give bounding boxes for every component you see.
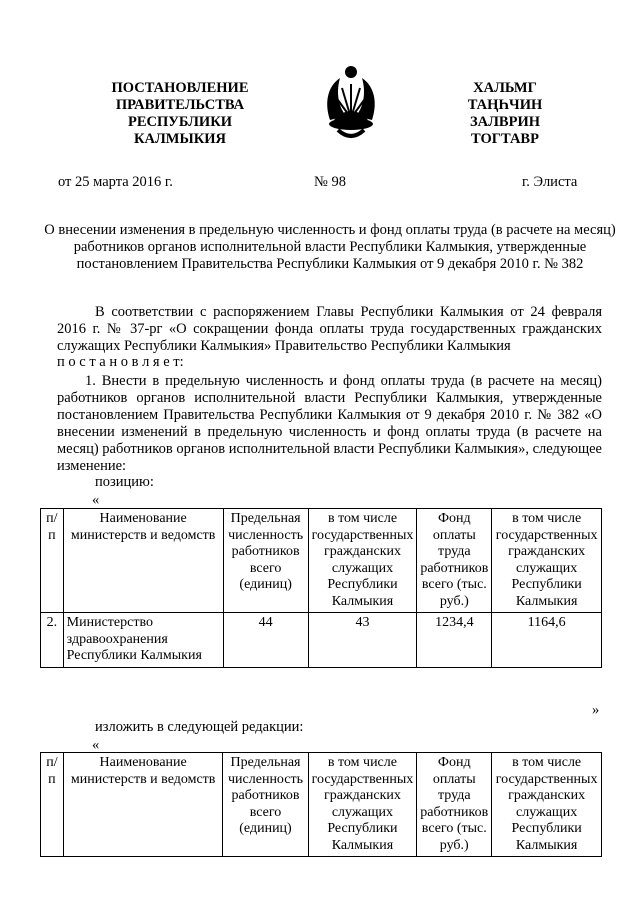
header-left-line: КАЛМЫКИЯ xyxy=(134,131,226,147)
header-cell-civil-servants: в том числе государственных гражданских служащих Республики Калмыкия xyxy=(308,509,417,613)
header-right-line: ТОГТАВР xyxy=(471,131,539,147)
header-cell-number: п/п xyxy=(41,509,64,613)
table-row xyxy=(41,613,602,668)
close-quote: » xyxy=(592,702,600,718)
decree-word: п о с т а н о в л я е т: xyxy=(57,354,184,370)
table-new-position xyxy=(40,752,602,857)
cell-ministry: Министерство здравоохранения Республики Калмыкия xyxy=(63,613,223,668)
document-title: О внесении изменения в предельную численность и фонд оплаты труда (в расчете на месяц) работников органов исполнительной власти Республики Калмыкия, утвержденные постановлением Правительства Республики Калмыкия от 9 декабря 2010 г. № 382 xyxy=(44,222,616,272)
header-right-title xyxy=(440,80,570,148)
header-cell-staff-limit: Предельная численность работников всего (единиц) xyxy=(223,753,308,857)
replace-label: изложить в следующей редакции: xyxy=(95,719,304,735)
header-cell-staff-limit: Предельная численность работников всего (единиц) xyxy=(223,509,308,613)
header-left-line: ПРАВИТЕЛЬСТВА xyxy=(115,97,245,113)
cell-staff-limit: 44 xyxy=(223,613,308,668)
header-cell-payroll: Фонд оплаты труда работников всего (тыс. руб.) xyxy=(417,753,492,857)
header-cell-civil-servants-payroll: в том числе государственных гражданских служащих Республики Калмыкия xyxy=(492,753,602,857)
header-right-line: ЗАЛВРИН xyxy=(469,114,540,130)
header-cell-civil-servants-payroll: в том числе государственных гражданских служащих Республики Калмыкия xyxy=(492,509,602,613)
header-cell-payroll: Фонд оплаты труда работников всего (тыс. руб.) xyxy=(417,509,492,613)
document-place: г. Элиста xyxy=(522,174,578,190)
header-right-line: ХАЛЬМГ xyxy=(473,80,537,96)
document-date: от 25 марта 2016 г. xyxy=(58,174,173,190)
open-quote: « xyxy=(92,492,100,508)
cell-civil-servants-payroll: 1164,6 xyxy=(492,613,602,668)
table-header-row xyxy=(41,753,602,857)
header-right-line: ТАҢҺЧИН xyxy=(467,97,543,113)
header-left-title xyxy=(95,80,265,148)
cell-civil-servants: 43 xyxy=(308,613,417,668)
document-number: № 98 xyxy=(314,174,346,190)
coat-of-arms-icon xyxy=(320,62,382,144)
table-header-row xyxy=(41,509,602,613)
item-1-paragraph: 1. Внести в предельную численность и фонд оплаты труда (в расчете на месяц) работников органов исполнительной власти Республики Калмыкия, утвержденные постановлением Правительства Республики Калмыкия от 9 декабря 2010 г. № 382 «О внесении изменений в предельную численность и фонд оплаты труда (в расчете на месяц) работников органов исполнительной власти Республики Калмыкия», следующее изменение: xyxy=(57,373,602,474)
table-current-position xyxy=(40,508,602,668)
header-cell-name: Наименование министерств и ведомств xyxy=(63,509,223,613)
header-cell-number: п/п xyxy=(41,753,64,857)
cell-payroll: 1234,4 xyxy=(417,613,492,668)
header-cell-civil-servants: в том числе государственных гражданских служащих Республики Калмыкия xyxy=(308,753,417,857)
cell-number: 2. xyxy=(41,613,64,668)
header-left-line: ПОСТАНОВЛЕНИЕ xyxy=(111,80,249,96)
intro-paragraph: В соответствии с распоряжением Главы Республики Калмыкия от 24 февраля 2016 г. № 37-рг «О сокращении фонда оплаты труда государственных гражданских служащих Республики Калмыкия» Правительство Республики Калмыкия xyxy=(57,304,602,354)
open-quote-2: « xyxy=(92,737,100,753)
position-label: позицию: xyxy=(95,474,154,490)
header-left-line: РЕСПУБЛИКИ xyxy=(127,114,233,130)
header-cell-name: Наименование министерств и ведомств xyxy=(63,753,223,857)
